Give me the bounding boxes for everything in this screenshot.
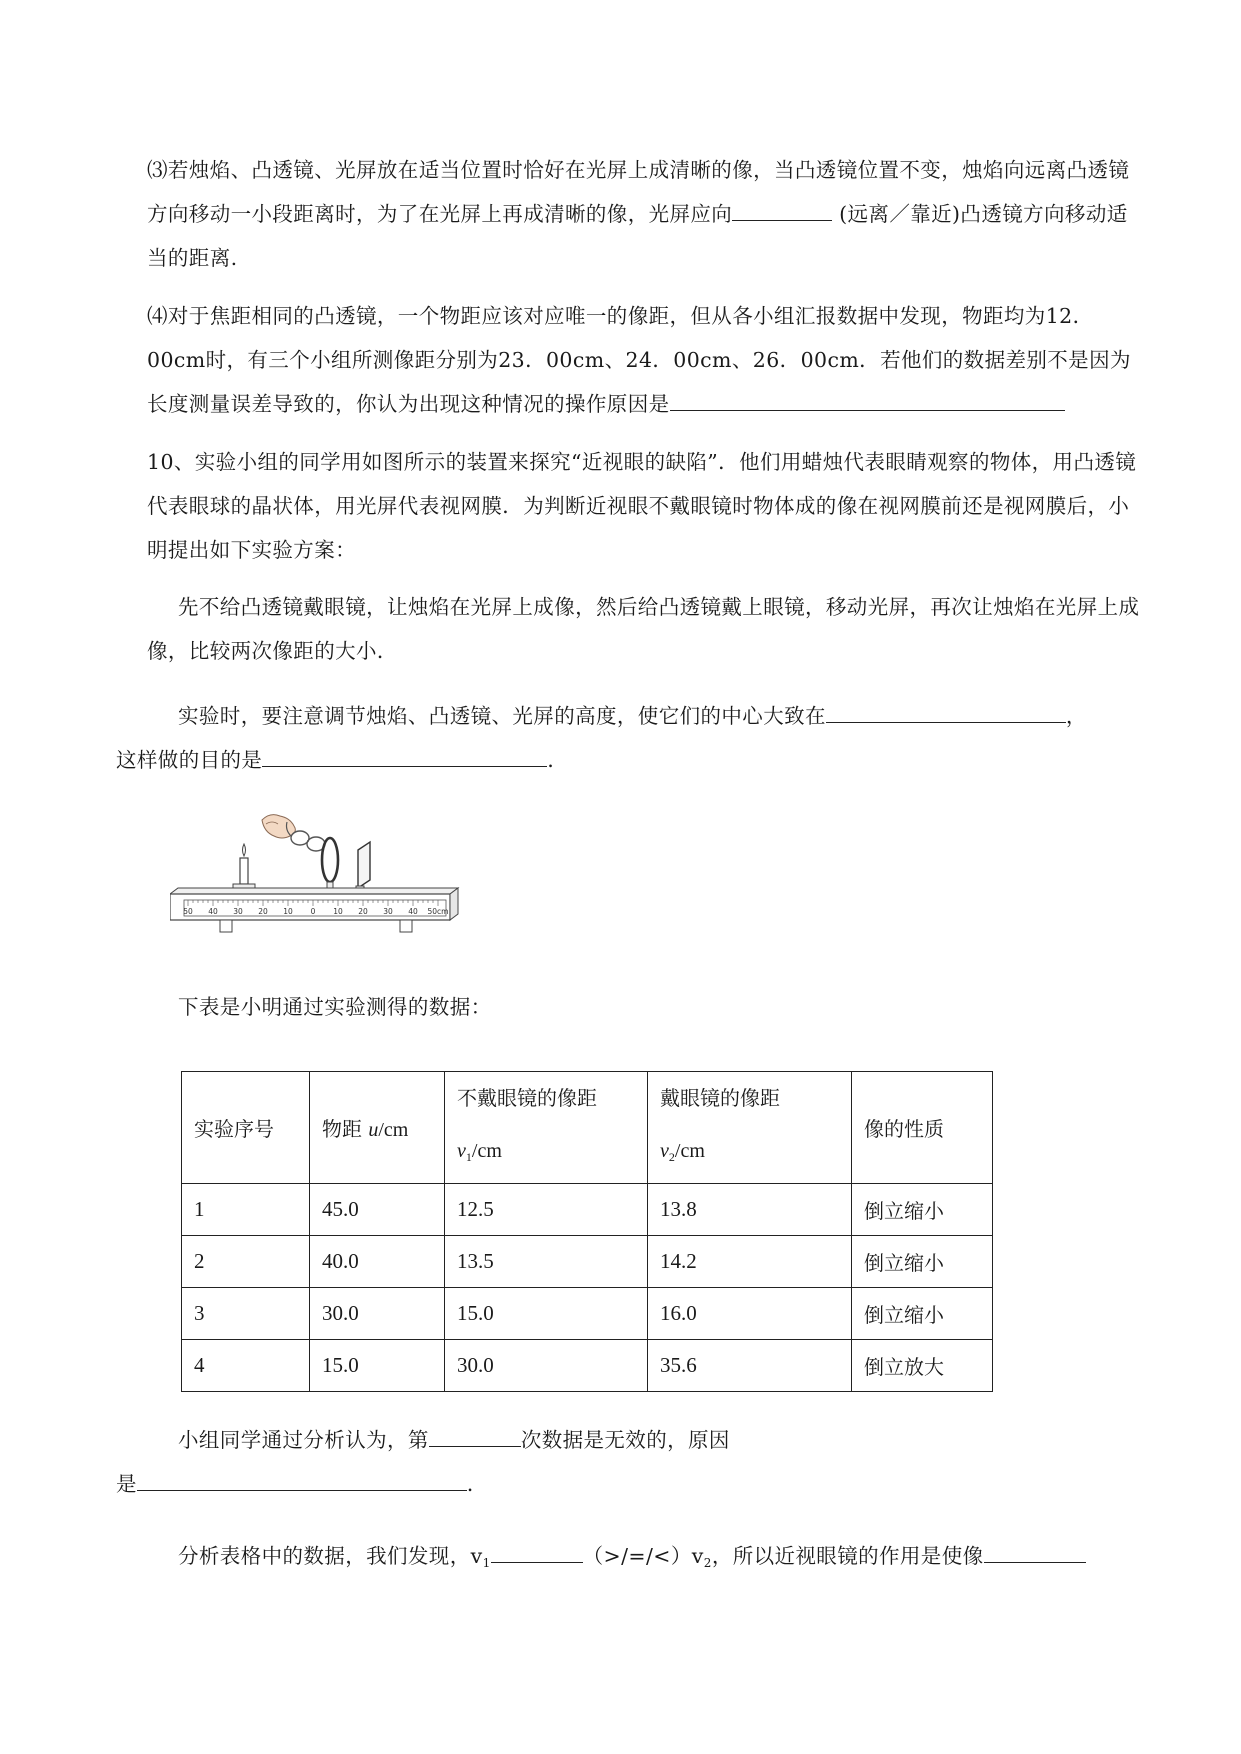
ruler-label: 40 — [408, 907, 418, 916]
question-10-setup — [116, 694, 1147, 782]
cell-v1: 15.0 — [445, 1288, 648, 1340]
table-header-row — [182, 1072, 993, 1184]
cell-u: 45.0 — [310, 1184, 445, 1236]
header-image-distance-no-glasses: 不戴眼镜的像距 $v_1/cm$ — [445, 1072, 648, 1184]
q10-setup-text-d: ． — [547, 748, 569, 772]
table-row — [182, 1340, 993, 1392]
q10-setup-text-c: 这样做的目的是 — [116, 748, 263, 772]
convex-lens-icon — [320, 838, 340, 896]
header-object-distance: 物距 u/cm — [310, 1072, 445, 1184]
q4-answer-blank[interactable] — [670, 409, 1065, 411]
ruler-label: 20 — [258, 907, 268, 916]
cell-nature: 倒立缩小 — [852, 1184, 993, 1236]
question-10-intro — [147, 440, 1147, 572]
ruler-label: 20 — [358, 907, 368, 916]
cell-u: 30.0 — [310, 1288, 445, 1340]
analysis-text-c: 是 — [116, 1472, 137, 1496]
cell-u: 15.0 — [310, 1340, 445, 1392]
cell-nature: 倒立放大 — [852, 1340, 993, 1392]
question-10-plan — [147, 585, 1147, 673]
table-intro — [147, 985, 1147, 1029]
cell-v2: 35.6 — [648, 1340, 852, 1392]
header-trial-no: 实验序号 — [182, 1072, 310, 1184]
header-image-nature: 像的性质 — [852, 1072, 993, 1184]
table-row — [182, 1184, 993, 1236]
data-table — [181, 1071, 993, 1392]
q4-text-a: ⑷对于焦距相同的凸透镜，一个物距应该对应唯一的像距，但从各小组汇报数据中发现，物距均为12．00cm时，有三个小组所测像距分别为23．00cm、24．00cm、26．00cm．若他们的数据差别不是因为长度测量误差导致的，你认为出现这种情况的操作原因是 — [147, 304, 1131, 416]
cell-v2: 16.0 — [648, 1288, 852, 1340]
analysis-text-b: 次数据是无效的，原因 — [520, 1428, 730, 1452]
cell-u: 40.0 — [310, 1236, 445, 1288]
cell-v1: 12.5 — [445, 1184, 648, 1236]
optical-bench-figure — [170, 808, 500, 948]
q10-plan-text: 先不给凸透镜戴眼镜，让烛焰在光屏上成像，然后给凸透镜戴上眼镜，移动光屏，再次让烛焰在光屏上成像，比较两次像距的大小． — [147, 595, 1140, 663]
cell-v1: 13.5 — [445, 1236, 648, 1288]
cell-nature: 倒立缩小 — [852, 1288, 993, 1340]
cell-v2: 13.8 — [648, 1184, 852, 1236]
q10-center-height-blank[interactable] — [826, 721, 1066, 723]
lens-effect-blank[interactable] — [984, 1561, 1086, 1563]
compare-text-a: 分析表格中的数据，我们发现，v — [178, 1544, 483, 1568]
q3-text-a: ⑶若烛焰、凸透镜、光屏放在适当位置时恰好在光屏上成清晰的像，当凸透镜位置不变，烛焰向远离凸透镜方向移动一小段距离时，为了在光屏上再成清晰的像，光屏应向 — [147, 158, 1130, 226]
q10-purpose-blank[interactable] — [262, 765, 547, 767]
cell-no: 3 — [182, 1288, 310, 1340]
compare-blank[interactable] — [491, 1561, 583, 1563]
candle-icon — [233, 844, 255, 892]
cell-no: 2 — [182, 1236, 310, 1288]
question-3 — [147, 148, 1147, 280]
ruler-label: 50cm — [427, 907, 449, 916]
compare-sub-1: 1 — [482, 1556, 491, 1570]
q10-intro-text: 10、实验小组的同学用如图所示的装置来探究“近视眼的缺陷”．他们用蜡烛代表眼睛观察的物体，用凸透镜代表眼球的晶状体，用光屏代表视网膜．为判断近视眼不戴眼镜时物体成的像在视网膜前还是视网膜后，小明提出如下实验方案： — [147, 450, 1137, 562]
cell-nature: 倒立缩小 — [852, 1236, 993, 1288]
analysis-text-a: 小组同学通过分析认为，第 — [178, 1428, 429, 1452]
table-intro-text: 下表是小明通过实验测得的数据： — [178, 995, 492, 1019]
cell-v1: 30.0 — [445, 1340, 648, 1392]
q10-setup-text-a: 实验时，要注意调节烛焰、凸透镜、光屏的高度，使它们的中心大致在 — [178, 704, 826, 728]
ruler-label: 0 — [310, 907, 316, 916]
optical-bench-rail — [170, 888, 458, 932]
table-row — [182, 1288, 993, 1340]
ruler-label: 10 — [333, 907, 343, 916]
question-10-analysis — [116, 1418, 1147, 1506]
compare-text-c: ，所以近视眼镜的作用是使像 — [711, 1544, 984, 1568]
compare-text-b: （>/=/<）v — [582, 1544, 704, 1568]
table-row — [182, 1236, 993, 1288]
cell-no: 1 — [182, 1184, 310, 1236]
ruler-label: 10 — [283, 907, 293, 916]
question-4 — [147, 294, 1147, 426]
header-image-distance-with-glasses: 戴眼镜的像距 $v_2/cm$ — [648, 1072, 852, 1184]
invalid-trial-blank[interactable] — [429, 1445, 521, 1447]
hand-with-glasses-illustration — [262, 815, 325, 851]
question-10-compare — [147, 1534, 1147, 1585]
cell-v2: 14.2 — [648, 1236, 852, 1288]
compare-sub-2: 2 — [703, 1556, 712, 1570]
q3-text-b: (远离／靠近)凸透镜方向移动适当的距离. — [147, 202, 1128, 270]
q10-setup-text-b: ， — [1065, 704, 1087, 728]
ruler-label: 30 — [233, 907, 243, 916]
ruler-label: 40 — [208, 907, 218, 916]
analysis-text-d: ． — [466, 1472, 488, 1496]
ruler-label: 30 — [383, 907, 393, 916]
invalid-reason-blank[interactable] — [137, 1489, 467, 1491]
q3-answer-blank[interactable] — [732, 219, 832, 221]
ruler-label: 50 — [183, 907, 193, 916]
cell-no: 4 — [182, 1340, 310, 1392]
